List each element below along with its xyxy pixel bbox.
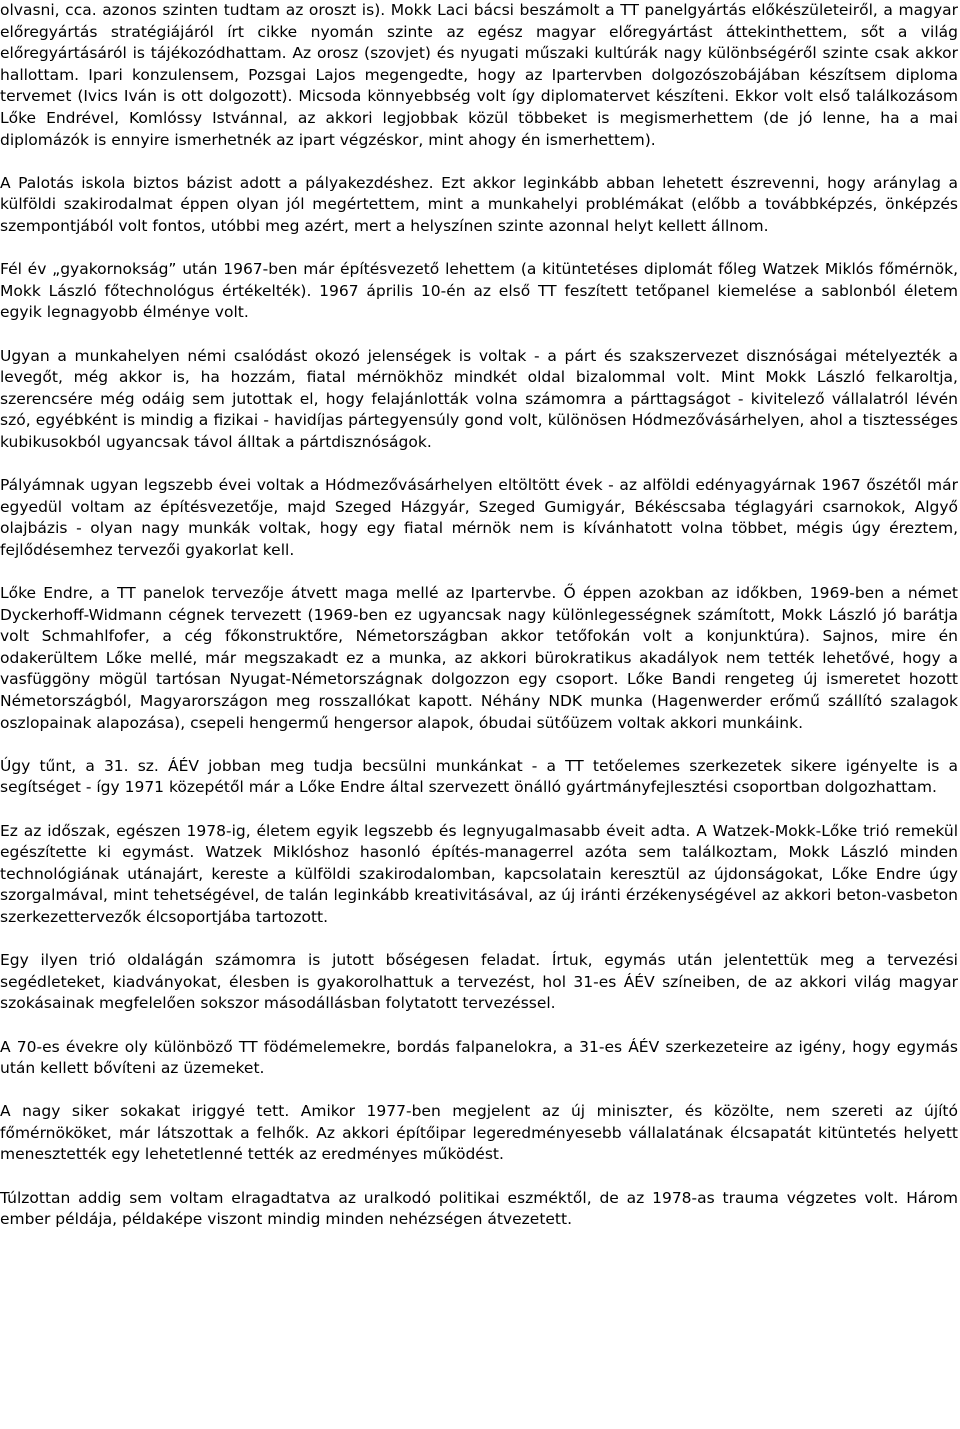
paragraph: A nagy siker sokakat iriggyé tett. Amikor 1977-ben megjelent az új miniszter, és közölte, nem szereti az újító főmérnököket, már látszottak a felhők. Az akkori építőipar legeredményesebb vállalatának élcsapatát kitüntetés helyett menesztették egy lehetetlenné tették az eredményes működést. <box>0 1102 958 1164</box>
paragraph: A 70-es évekre oly különböző TT födémelemekre, bordás falpanelokra, a 31-es ÁÉV szerkezeteire az igény, hogy egymás után kellett bővíteni az üzemeket. <box>0 1037 958 1078</box>
paragraph: Túlzottan addig sem voltam elragadtatva az uralkodó politikai eszméktől, de az 1978-as trauma végzetes volt. Három ember példája, példaképe viszont mindig minden nehézségen átvezetett. <box>0 1188 958 1229</box>
paragraph: Egy ilyen trió oldalágán számomra is jutott bőségesen feladat. Írtuk, egymás után jelentettük meg a tervezési segédleteket, kiadványokat, élesben is gyakorolhattuk a tervezést, hol 31-es ÁÉV színeiben, de az akkori világ magyar szokásainak megfelelően sokszor másodállásban folytatott tervezéssel. <box>0 951 958 1013</box>
paragraph: Ugyan a munkahelyen némi csalódást okozó jelenségek is voltak - a párt és szakszervezet disznóságai mételyezték a levegőt, még akkor is, ha hozzám, fiatal mérnökhöz mindkét oldal bizalommal volt. Mint Mokk László felkaroltja, szerencsére még odáig sem jutottak el, hogy felajánlották volna számomra a párttagságot - kivitelező vállalatról lévén szó, egyébként is mindig a fizikai - havidíjas pártegyensúly gond volt, különösen Hódmezővásárhelyen, ahol a tisztességes kubikusokból ugyancsak távol álltak a pártdisznóságok. <box>0 346 958 451</box>
paragraph: Úgy tűnt, a 31. sz. ÁÉV jobban meg tudja becsülni munkánkat - a TT tetőelemes szerkezetek sikere igényelte is a segítséget - így 1971 közepétől már a Lőke Endre által szervezett önálló gyártmányfejlesztési csoportban dolgozhattam. <box>0 756 958 797</box>
paragraph: A Palotás iskola biztos bázist adott a pályakezdéshez. Ezt akkor leginkább abban lehetett észrevenni, hogy aránylag a külföldi szakirodalmat éppen olyan jól megértettem, mint a munkahelyi problémákat (előbb a továbbképzés, önképzés szempontjából volt fontos, utóbbi meg azért, mert a helyszínen szinte azonnal helyt kellett állnom. <box>0 173 958 235</box>
paragraph: olvasni, cca. azonos szinten tudtam az oroszt is). Mokk Laci bácsi beszámolt a TT panelgyártás előkészületeiről, a magyar előregyártás stratégiájáról írt cikke nyomán szinte az egész magyar előregyártást áttekinthettem, sőt a világ előregyártásáról is tájékozódhattam. Az orosz (szovjet) és nyugati műszaki kultúrák nagy különbségéről szinte csak akkor hallottam. Ipari konzulensem, Pozsgai Lajos megengedte, hogy az Ipartervben dolgozószobájában készítsem diploma tervemet (Ivics Iván is ott dolgozott). Micsoda könnyebbség volt így diplomatervet készíteni. Ekkor volt első találkozásom Lőke Endrével, Komlóssy Istvánnal, az akkori legjobbak közül többeket is megismerhettem (de jó lenne, ha a mai diplomázók is ennyire ismerhetnék az ipart végzéskor, mint ahogy én ismerhettem). <box>0 1 958 149</box>
paragraph: Ez az időszak, egészen 1978-ig, életem egyik legszebb és legnyugalmasabb éveit adta. A Watzek-Mokk-Lőke trió remekül egészítette ki egymást. Watzek Miklóshoz hasonló építés-managerrel azóta sem találkoztam, Mokk László minden technológiának utánajárt, kereste a külföldi szakirodalomban, kapcsolatain keresztül az újdonságokat, Lőke Endre úgy szorgalmával, mint tehetségével, de talán leginkább kreativitásával, az új iránti érzékenységével az akkori beton-vasbeton szerkezettervezők élcsoportjába tartozott. <box>0 821 958 926</box>
paragraph: Lőke Endre, a TT panelok tervezője átvett maga mellé az Ipartervbe. Ő éppen azokban az időkben, 1969-ben a német Dyckerhoff-Widmann cégnek tervezett (1969-ben ez ugyancsak nagy különlegességnek számított, Mokk László jó barátja volt Schmahlfofer, a cég főkonstruktőre, Németországban akkor tetőfokán volt a konjunktúra). Sajnos, mire én odakerültem Lőke mellé, már megszakadt ez a munka, az akkori bürokratikus akadályok nem tették lehetővé, hogy a vasfüggöny mögül tartósan Nyugat-Németországnak dolgozzon egy csoport. Lőke Bandi rengeteg új ismeretet hozott Németországból, Magyarországon meg rosszallókat kapott. Néhány NDK munka (Hagenwerder erőmű szállító szalagok oszlopainak alapozása), csepeli hengermű hengersor alapok, óbudai sütőüzem voltak akkori munkáink. <box>0 584 958 732</box>
paragraph: Pályámnak ugyan legszebb évei voltak a Hódmezővásárhelyen eltöltött évek - az alföldi edényagyárnak 1967 őszétől már egyedül voltam az építésvezetője, majd Szeged Házgyár, Szeged Gumigyár, Békéscsaba téglagyári csarnokok, Algyő olajbázis - olyan nagy munkák voltak, hogy egy fiatal mérnök nem is kívánhatott volna többet, mégis úgy éreztem, fejlődésemhez tervezői gyakorlat kell. <box>0 476 958 559</box>
paragraph: Fél év „gyakornokság” után 1967-ben már építésvezető lehettem (a kitüntetéses diplomát főleg Watzek Miklós főmérnök, Mokk László főtechnológus értékelték). 1967 április 10-én az első TT feszített tetőpanel kiemelése a sablonból életem egyik legnagyobb élménye volt. <box>0 260 958 322</box>
